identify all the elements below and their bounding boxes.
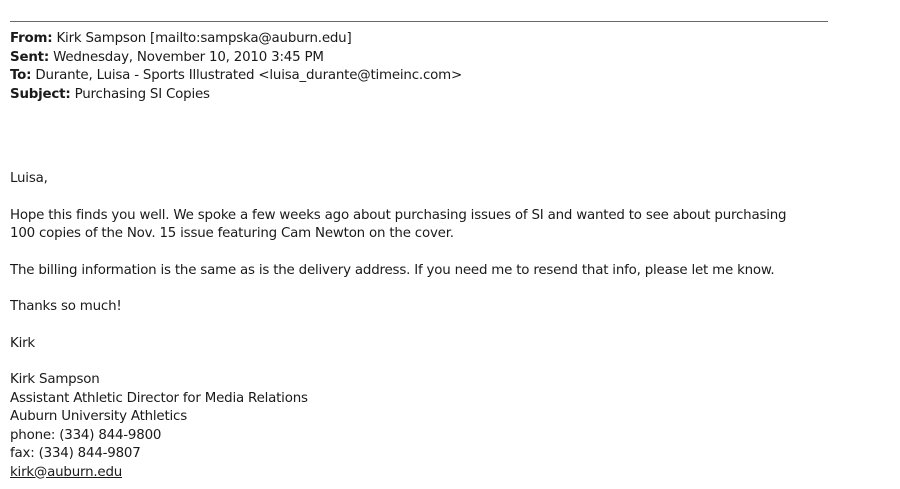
subject-line: [10, 86, 462, 105]
signature-org: Auburn University Athletics: [10, 409, 187, 424]
paragraph-3: Thanks so much!: [10, 299, 122, 314]
to-line: [10, 67, 462, 86]
paragraph-1-line-2: 100 copies of the Nov. 15 issue featuring Cam Newton on the cover.: [10, 226, 454, 241]
sent-label: Sent:: [10, 49, 50, 65]
signature-fax: fax: (334) 844-9807: [10, 446, 141, 461]
sent-line: [10, 49, 462, 68]
email-header: [10, 30, 462, 104]
signature-title: Assistant Athletic Director for Media Relations: [10, 390, 308, 406]
signature-name: Kirk Sampson: [10, 372, 100, 387]
from-line: [10, 30, 462, 49]
header-divider: [10, 21, 828, 22]
greeting: Luisa,: [10, 171, 48, 186]
subject-value: Purchasing SI Copies: [74, 86, 210, 102]
signature-phone: phone: (334) 844-9800: [10, 427, 162, 443]
paragraph-1-line-1: Hope this finds you well. We spoke a few weeks ago about purchasing issues of SI and wanted to see about purchasing: [10, 207, 787, 223]
subject-label: Subject:: [10, 86, 71, 102]
sent-value: Wednesday, November 10, 2010 3:45 PM: [53, 49, 324, 65]
to-value: Durante, Luisa - Sports Illustrated <luisa_durante@timeinc.com>: [35, 68, 462, 83]
from-label: From:: [10, 31, 53, 46]
from-value: Kirk Sampson [mailto:sampska@auburn.edu]: [56, 31, 352, 46]
email-body: [10, 170, 840, 482]
to-label: To:: [10, 68, 32, 83]
paragraph-2: The billing information is the same as is the delivery address. If you need me to resend that info, please let me know.: [10, 262, 775, 278]
signature-email-link[interactable]: kirk@auburn.edu: [10, 464, 123, 480]
signoff: Kirk: [10, 335, 35, 351]
signature-block: [10, 371, 840, 482]
